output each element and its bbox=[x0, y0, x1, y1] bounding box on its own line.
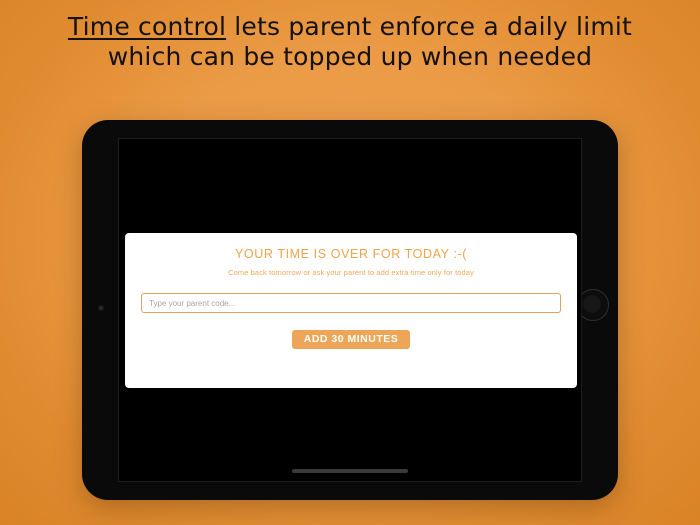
headline-line-2: which can be topped up when needed bbox=[107, 42, 593, 71]
dialog-title: YOUR TIME IS OVER FOR TODAY :-( bbox=[234, 247, 468, 261]
dialog-subtitle: Come back tomorrow or ask your parent to add extra time only for today bbox=[228, 268, 474, 277]
headline-emphasis: Time control bbox=[67, 12, 227, 41]
tablet-device bbox=[82, 120, 618, 500]
camera-dot-icon bbox=[98, 305, 104, 311]
page-title bbox=[0, 12, 700, 72]
headline-line-1-rest: lets parent enforce a daily limit bbox=[226, 12, 633, 41]
parent-code-input[interactable] bbox=[141, 293, 561, 313]
time-over-dialog bbox=[125, 233, 577, 388]
headline-line-1 bbox=[0, 12, 700, 42]
screen-bottom-indicator bbox=[292, 469, 408, 473]
tablet-screen bbox=[118, 138, 582, 482]
add-30-minutes-button[interactable]: ADD 30 MINUTES bbox=[292, 330, 411, 349]
